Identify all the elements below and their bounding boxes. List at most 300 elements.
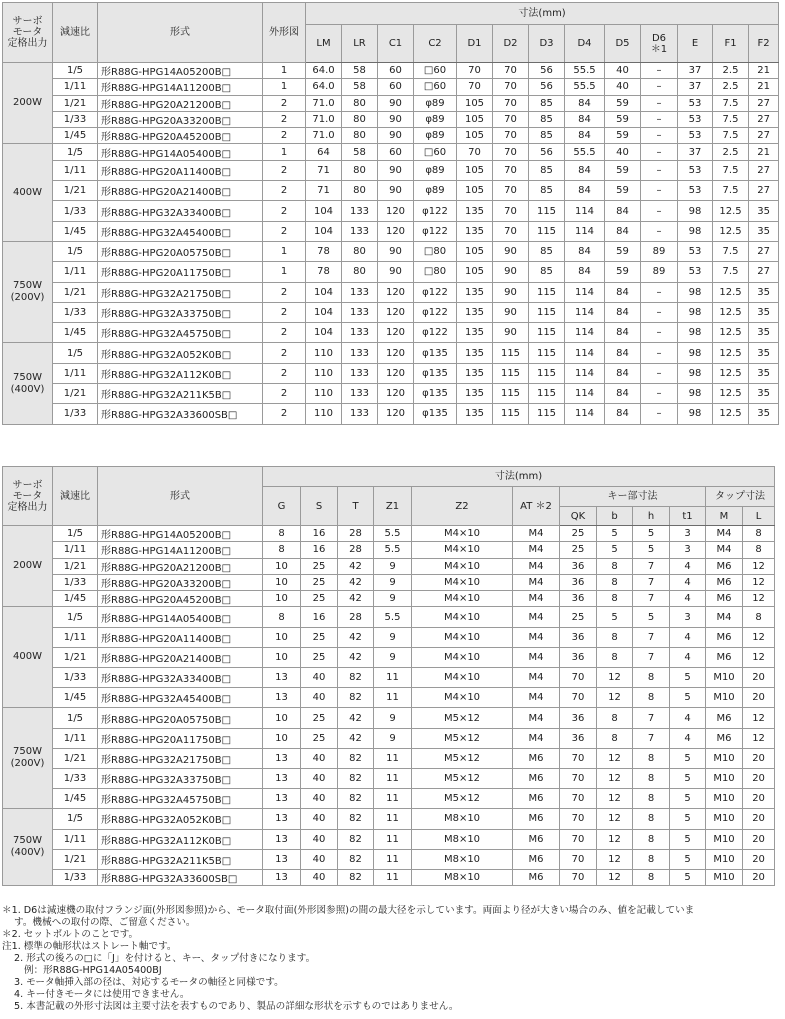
motor-output-cell: 200W <box>3 63 53 144</box>
table-row <box>3 201 779 221</box>
dim-cell: 133 <box>342 221 378 241</box>
table-row <box>3 181 779 201</box>
table-row <box>3 363 779 383</box>
figure-cell: 2 <box>263 384 306 404</box>
dim-cell: 35 <box>749 404 779 424</box>
dim-cell: 8 <box>597 574 633 590</box>
dim-cell: 27 <box>749 160 779 180</box>
footnote-line: 5. 本書記載の外形寸法図は主要寸法を表すものであり、製品の詳細な形状を示すものではありません。 <box>14 1001 459 1012</box>
footnote-line: ＊1. D6は減速機の取付フランジ面(外形図参照)から、モータ取付面(外形図参照)の間の最大径を示しています。両面より径が大きい場合のみ、値を記載していま <box>2 905 695 916</box>
dim-cell: 40 <box>301 829 338 849</box>
model-cell: 形R88G-HPG32A21750B□ <box>98 748 263 768</box>
gearbox-dimension-table-1 <box>2 2 779 425</box>
dim-cell: 8 <box>597 591 633 607</box>
dim-cell: 80 <box>342 262 378 282</box>
dim-cell: 7.5 <box>713 160 749 180</box>
dim-cell: 8 <box>633 829 670 849</box>
dim-cell: 60 <box>378 79 414 95</box>
model-cell: 形R88G-HPG32A112K0B□ <box>98 829 263 849</box>
dim-cell: 80 <box>342 111 378 127</box>
dim-cell: 56 <box>529 63 565 79</box>
dim-cell: 64.0 <box>306 79 342 95</box>
dim-cell: 5 <box>670 748 706 768</box>
dim-cell: 70 <box>457 144 493 160</box>
table-row <box>3 262 779 282</box>
model-cell: 形R88G-HPG32A211K5B□ <box>98 849 263 869</box>
dim-cell: 25 <box>301 558 338 574</box>
ratio-cell: 1/33 <box>53 574 98 590</box>
dim-cell: 20 <box>743 809 775 829</box>
dim-cell: 56 <box>529 79 565 95</box>
dim-cell: 8 <box>743 542 775 558</box>
table-row <box>3 302 779 322</box>
dim-cell: 40 <box>301 748 338 768</box>
dim-cell: 40 <box>301 789 338 809</box>
dim-cell: M10 <box>706 849 743 869</box>
dim-cell: M6 <box>513 768 560 788</box>
dim-cell: 58 <box>342 79 378 95</box>
dim-cell: M4 <box>513 542 560 558</box>
footnote-line: 4. キー付きモータには使用できません。 <box>14 989 190 1000</box>
dim-cell: 12 <box>597 849 633 869</box>
ratio-cell: 1/5 <box>53 241 98 261</box>
dim-cell: 5.5 <box>374 542 412 558</box>
dim-cell: φ122 <box>414 282 457 302</box>
dim-cell: 70 <box>493 111 529 127</box>
dim-cell: M4 <box>513 647 560 667</box>
dim-cell: 7.5 <box>713 181 749 201</box>
dim-cell: 84 <box>605 201 641 221</box>
dim-cell: 98 <box>678 343 713 363</box>
table-row <box>3 829 775 849</box>
dim-cell: 133 <box>342 404 378 424</box>
dim-cell: 115 <box>529 323 565 343</box>
dim-cell: M4 <box>513 526 560 542</box>
table-row <box>3 343 779 363</box>
dim-cell: 42 <box>338 574 374 590</box>
dim-cell: 115 <box>493 343 529 363</box>
dim-cell: 5 <box>670 849 706 869</box>
dim-cell: 27 <box>749 128 779 144</box>
figure-cell: 2 <box>263 181 306 201</box>
dim-cell: φ89 <box>414 181 457 201</box>
dim-cell: 70 <box>457 63 493 79</box>
dim-cell: M4 <box>513 607 560 627</box>
ratio-cell: 1/33 <box>53 869 98 885</box>
dim-cell: 11 <box>374 768 412 788</box>
dim-cell: M4 <box>513 627 560 647</box>
header-key-dim: h <box>633 507 670 526</box>
dim-cell: □60 <box>414 79 457 95</box>
dim-cell: 120 <box>378 323 414 343</box>
dim-cell: 115 <box>529 343 565 363</box>
dim-cell: M4×10 <box>412 526 513 542</box>
dim-cell: 80 <box>342 181 378 201</box>
model-cell: 形R88G-HPG32A112K0B□ <box>98 363 263 383</box>
dim-cell: □60 <box>414 144 457 160</box>
model-cell: 形R88G-HPG20A11750B□ <box>98 728 263 748</box>
dim-cell: 84 <box>605 363 641 383</box>
dim-cell: 10 <box>263 728 301 748</box>
dim-cell: 84 <box>565 241 605 261</box>
dim-cell: M4 <box>513 574 560 590</box>
dim-cell: 135 <box>457 363 493 383</box>
dim-cell: 40 <box>605 79 641 95</box>
table-row <box>3 282 779 302</box>
dim-cell: 110 <box>306 404 342 424</box>
dim-cell: 105 <box>457 160 493 180</box>
dim-cell: 36 <box>560 591 597 607</box>
dim-cell: 7 <box>633 627 670 647</box>
ratio-cell: 1/11 <box>53 627 98 647</box>
dim-cell: 12 <box>597 869 633 885</box>
header-key-dim: QK <box>560 507 597 526</box>
header-dim: G <box>263 487 301 526</box>
dim-cell: 40 <box>605 63 641 79</box>
dim-cell: 7 <box>633 647 670 667</box>
header-dim: C1 <box>378 25 414 63</box>
dim-cell: M10 <box>706 768 743 788</box>
dim-cell: 114 <box>565 302 605 322</box>
dim-cell: 5 <box>670 688 706 708</box>
dim-cell: 135 <box>457 302 493 322</box>
table-row <box>3 95 779 111</box>
dim-cell: – <box>641 323 678 343</box>
dim-cell: 135 <box>457 282 493 302</box>
table-row <box>3 384 779 404</box>
dim-cell: 120 <box>378 343 414 363</box>
ratio-cell: 1/5 <box>53 809 98 829</box>
dim-cell: 64 <box>306 144 342 160</box>
header-key-dim: b <box>597 507 633 526</box>
dim-cell: 42 <box>338 728 374 748</box>
dim-cell: 42 <box>338 647 374 667</box>
header-reduction-ratio: 減速比 <box>53 467 98 526</box>
dim-cell: 105 <box>457 262 493 282</box>
dim-cell: φ135 <box>414 404 457 424</box>
dim-cell: 12.5 <box>713 343 749 363</box>
dim-cell: M5×12 <box>412 728 513 748</box>
header-outline-figure: 外形図 <box>263 3 306 63</box>
dim-cell: 7 <box>633 574 670 590</box>
dim-cell: 82 <box>338 748 374 768</box>
dim-cell: 21 <box>749 144 779 160</box>
dim-cell: 13 <box>263 809 301 829</box>
dim-cell: 80 <box>342 241 378 261</box>
dim-cell: – <box>641 282 678 302</box>
dim-cell: M4×10 <box>412 647 513 667</box>
ratio-cell: 1/5 <box>53 526 98 542</box>
dim-cell: 82 <box>338 809 374 829</box>
dim-cell: 11 <box>374 829 412 849</box>
model-cell: 形R88G-HPG20A33200B□ <box>98 111 263 127</box>
dim-cell: M4 <box>513 668 560 688</box>
dim-cell: 115 <box>529 404 565 424</box>
dim-cell: 115 <box>529 363 565 383</box>
ratio-cell: 1/33 <box>53 201 98 221</box>
dim-cell: 27 <box>749 95 779 111</box>
header-dim: D6 ＊1 <box>641 25 678 63</box>
dim-cell: 5 <box>633 542 670 558</box>
dim-cell: 84 <box>565 95 605 111</box>
dim-cell: 7 <box>633 708 670 728</box>
dim-cell: 8 <box>263 607 301 627</box>
dim-cell: 16 <box>301 526 338 542</box>
header-dim: AT ＊2 <box>513 487 560 526</box>
dim-cell: 64.0 <box>306 63 342 79</box>
dim-cell: 11 <box>374 688 412 708</box>
dim-cell: 12 <box>743 574 775 590</box>
dim-cell: 8 <box>633 768 670 788</box>
dim-cell: 58 <box>342 63 378 79</box>
model-cell: 形R88G-HPG20A11400B□ <box>98 160 263 180</box>
ratio-cell: 1/21 <box>53 748 98 768</box>
figure-cell: 2 <box>263 302 306 322</box>
header-tap-dimensions: タップ寸法 <box>706 487 775 507</box>
table-row <box>3 128 779 144</box>
table-row <box>3 404 779 424</box>
header-dim: Z1 <box>374 487 412 526</box>
dim-cell: 25 <box>560 607 597 627</box>
dim-cell: M4 <box>513 728 560 748</box>
ratio-cell: 1/21 <box>53 95 98 111</box>
dim-cell: 70 <box>560 668 597 688</box>
header-dim: E <box>678 25 713 63</box>
dim-cell: 12 <box>597 789 633 809</box>
dim-cell: M4×10 <box>412 558 513 574</box>
model-cell: 形R88G-HPG32A33400B□ <box>98 668 263 688</box>
dim-cell: M10 <box>706 789 743 809</box>
dim-cell: 115 <box>493 363 529 383</box>
dim-cell: M5×12 <box>412 748 513 768</box>
dim-cell: 70 <box>560 849 597 869</box>
dim-cell: 90 <box>378 160 414 180</box>
dim-cell: 12 <box>743 558 775 574</box>
dim-cell: 89 <box>641 262 678 282</box>
footnote-line: 例：形R88G-HPG14A05400BJ <box>24 965 162 976</box>
dim-cell: 11 <box>374 668 412 688</box>
dim-cell: 12.5 <box>713 384 749 404</box>
dim-cell: 10 <box>263 591 301 607</box>
table-row <box>3 708 775 728</box>
dim-cell: 82 <box>338 789 374 809</box>
dim-cell: 53 <box>678 95 713 111</box>
dim-cell: 12 <box>597 829 633 849</box>
dim-cell: 70 <box>493 221 529 241</box>
dim-cell: 12 <box>743 591 775 607</box>
dim-cell: 11 <box>374 809 412 829</box>
dim-cell: 13 <box>263 748 301 768</box>
dim-cell: 105 <box>457 181 493 201</box>
model-cell: 形R88G-HPG32A33400B□ <box>98 201 263 221</box>
dim-cell: – <box>641 201 678 221</box>
dim-cell: 8 <box>263 526 301 542</box>
table-row <box>3 79 779 95</box>
dim-cell: 90 <box>493 323 529 343</box>
dim-cell: M10 <box>706 688 743 708</box>
table-row <box>3 748 775 768</box>
ratio-cell: 1/21 <box>53 282 98 302</box>
dim-cell: 98 <box>678 282 713 302</box>
model-cell: 形R88G-HPG32A45400B□ <box>98 221 263 241</box>
dim-cell: φ135 <box>414 343 457 363</box>
dim-cell: 89 <box>641 241 678 261</box>
dim-cell: 13 <box>263 869 301 885</box>
dim-cell: M5×12 <box>412 768 513 788</box>
dim-cell: 115 <box>529 201 565 221</box>
dim-cell: 5 <box>670 869 706 885</box>
dim-cell: 5 <box>670 829 706 849</box>
figure-cell: 1 <box>263 79 306 95</box>
dim-cell: M4 <box>513 591 560 607</box>
dim-cell: 12.5 <box>713 302 749 322</box>
dim-cell: 36 <box>560 558 597 574</box>
dim-cell: 133 <box>342 302 378 322</box>
dim-cell: 12.5 <box>713 282 749 302</box>
footnote-line: ＊2. セットボルトのことです。 <box>2 929 139 940</box>
dim-cell: M8×10 <box>412 849 513 869</box>
dim-cell: 84 <box>565 160 605 180</box>
dim-cell: – <box>641 404 678 424</box>
dim-cell: 8 <box>633 748 670 768</box>
table-row <box>3 647 775 667</box>
dim-cell: – <box>641 111 678 127</box>
dim-cell: 115 <box>529 384 565 404</box>
dim-cell: 80 <box>342 128 378 144</box>
model-cell: 形R88G-HPG20A11750B□ <box>98 262 263 282</box>
dim-cell: 114 <box>565 282 605 302</box>
header-dim: D3 <box>529 25 565 63</box>
dim-cell: – <box>641 363 678 383</box>
dim-cell: 12 <box>597 668 633 688</box>
dim-cell: 12 <box>743 728 775 748</box>
dim-cell: 114 <box>565 323 605 343</box>
dim-cell: – <box>641 160 678 180</box>
dim-cell: 60 <box>378 63 414 79</box>
ratio-cell: 1/33 <box>53 668 98 688</box>
dim-cell: φ135 <box>414 363 457 383</box>
figure-cell: 1 <box>263 63 306 79</box>
ratio-cell: 1/11 <box>53 160 98 180</box>
dim-cell: 84 <box>605 384 641 404</box>
dim-cell: – <box>641 221 678 241</box>
figure-cell: 2 <box>263 404 306 424</box>
dim-cell: 9 <box>374 574 412 590</box>
dim-cell: 70 <box>560 748 597 768</box>
dim-cell: 12 <box>743 647 775 667</box>
ratio-cell: 1/45 <box>53 221 98 241</box>
dim-cell: 12.5 <box>713 323 749 343</box>
dim-cell: 7 <box>633 591 670 607</box>
dim-cell: 5 <box>633 607 670 627</box>
dim-cell: M4 <box>706 526 743 542</box>
dim-cell: 55.5 <box>565 63 605 79</box>
ratio-cell: 1/45 <box>53 323 98 343</box>
dim-cell: 82 <box>338 869 374 885</box>
gearbox-dimension-table-2 <box>2 466 775 886</box>
dim-cell: 12 <box>597 748 633 768</box>
dim-cell: 104 <box>306 221 342 241</box>
dim-cell: 37 <box>678 79 713 95</box>
motor-output-cell: 200W <box>3 526 53 607</box>
header-dim: LR <box>342 25 378 63</box>
model-cell: 形R88G-HPG32A052K0B□ <box>98 809 263 829</box>
dim-cell: 98 <box>678 384 713 404</box>
dim-cell: 13 <box>263 768 301 788</box>
dim-cell: 8 <box>633 869 670 885</box>
table-row <box>3 789 775 809</box>
dim-cell: 71 <box>306 181 342 201</box>
dim-cell: 21 <box>749 63 779 79</box>
dim-cell: 37 <box>678 144 713 160</box>
dim-cell: – <box>641 302 678 322</box>
dim-cell: M4×10 <box>412 574 513 590</box>
dim-cell: M10 <box>706 809 743 829</box>
dim-cell: M8×10 <box>412 809 513 829</box>
dim-cell: 115 <box>529 282 565 302</box>
dim-cell: 115 <box>493 404 529 424</box>
model-cell: 形R88G-HPG32A33750B□ <box>98 768 263 788</box>
dim-cell: 28 <box>338 607 374 627</box>
dim-cell: 12.5 <box>713 363 749 383</box>
dim-cell: 104 <box>306 282 342 302</box>
dim-cell: 84 <box>605 323 641 343</box>
dim-cell: 85 <box>529 95 565 111</box>
dim-cell: M6 <box>706 591 743 607</box>
dim-cell: 36 <box>560 708 597 728</box>
dim-cell: 90 <box>378 181 414 201</box>
dim-cell: φ89 <box>414 111 457 127</box>
dim-cell: 40 <box>301 849 338 869</box>
dim-cell: 27 <box>749 262 779 282</box>
dim-cell: 4 <box>670 558 706 574</box>
ratio-cell: 1/21 <box>53 647 98 667</box>
dim-cell: M10 <box>706 668 743 688</box>
dim-cell: 85 <box>529 111 565 127</box>
dim-cell: φ122 <box>414 323 457 343</box>
dim-cell: 8 <box>597 558 633 574</box>
dim-cell: M4×10 <box>412 668 513 688</box>
figure-cell: 2 <box>263 343 306 363</box>
table-row <box>3 144 779 160</box>
dim-cell: 9 <box>374 558 412 574</box>
header-dim: T <box>338 487 374 526</box>
model-cell: 形R88G-HPG14A05200B□ <box>98 63 263 79</box>
dim-cell: 133 <box>342 201 378 221</box>
dim-cell: 40 <box>605 144 641 160</box>
dim-cell: 9 <box>374 627 412 647</box>
ratio-cell: 1/11 <box>53 79 98 95</box>
dim-cell: 78 <box>306 262 342 282</box>
dim-cell: 27 <box>749 111 779 127</box>
dim-cell: 27 <box>749 181 779 201</box>
dim-cell: 98 <box>678 404 713 424</box>
model-cell: 形R88G-HPG14A05400B□ <box>98 607 263 627</box>
dim-cell: 105 <box>457 128 493 144</box>
table-row <box>3 241 779 261</box>
figure-cell: 2 <box>263 160 306 180</box>
ratio-cell: 1/33 <box>53 768 98 788</box>
dim-cell: 70 <box>560 869 597 885</box>
dim-cell: 25 <box>301 708 338 728</box>
dim-cell: 70 <box>493 201 529 221</box>
dim-cell: 8 <box>633 809 670 829</box>
dim-cell: 70 <box>560 809 597 829</box>
dim-cell: 7.5 <box>713 128 749 144</box>
header-dim: Z2 <box>412 487 513 526</box>
dim-cell: 53 <box>678 181 713 201</box>
dim-cell: 7.5 <box>713 262 749 282</box>
